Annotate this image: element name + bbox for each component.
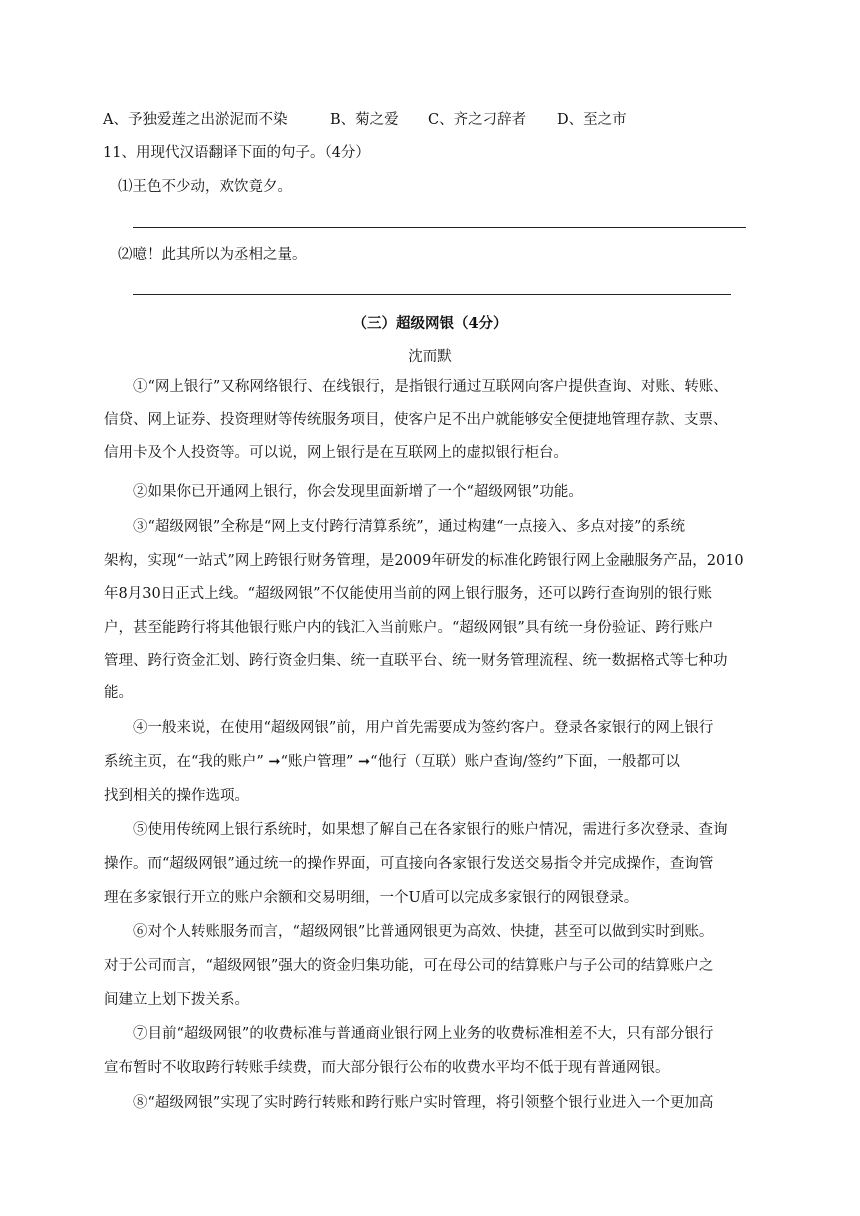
option-b: B、菊之爱: [330, 112, 399, 128]
section-title: （三）超级网银（4分）: [352, 315, 508, 332]
article-line: 信用卡及个人投资等。可以说，网上银行是在互联网上的虚拟银行柜台。: [104, 445, 568, 461]
article-line: ③“超级网银”全称是“网上支付跨行清算系统”，通过构建“一点接入、多点对接”的系统: [133, 519, 685, 535]
article-author: 沈而默: [408, 349, 452, 365]
answer-line-1: [133, 227, 746, 228]
article-line: 宣布暂时不收取跨行转账手续费，而大部分银行公布的收费水平均不低于现有普通网银。: [104, 1060, 670, 1076]
article-line: 操作。而“超级网银”通过统一的操作界面，可直接向各家银行发送交易指令并完成操作，查询管: [104, 856, 714, 872]
option-c: C、齐之刁辞者: [428, 112, 527, 128]
article-line: 找到相关的操作选项。: [104, 788, 249, 804]
article-line: 理在多家银行开立的账户余额和交易明细，一个U盾可以完成多家银行的网银登录。: [104, 890, 639, 906]
sentence-1: ⑴王色不少动，欢饮竟夕。: [118, 179, 292, 195]
article-line: ⑥对个人转账服务而言，“超级网银”比普通网银更为高效、快捷，甚至可以做到实时到账。: [133, 924, 714, 940]
article-line: ④一般来说，在使用“超级网银”前，用户首先需要成为签约客户。登录各家银行的网上银行: [133, 720, 714, 736]
article-line: ②如果你已开通网上银行，你会发现里面新增了一个“超级网银”功能。: [133, 484, 583, 500]
answer-line-2: [133, 294, 731, 295]
article-line: 系统主页，在“我的账户” ➞“账户管理” ➞“他行（互联）账户查询/签约”下面，一般都可以: [104, 754, 680, 770]
sentence-2: ⑵噫！此其所以为丞相之量。: [118, 247, 307, 263]
article-line: ⑤使用传统网上银行系统时，如果想了解自己在各家银行的账户情况，需进行多次登录、查询: [133, 822, 728, 838]
article-line: 间建立上划下拨关系。: [104, 992, 249, 1008]
article-line: ⑦目前“超级网银”的收费标准与普通商业银行网上业务的收费标准相差不大，只有部分银行: [133, 1026, 714, 1042]
article-line: 能。: [104, 685, 133, 701]
option-d: D、至之市: [557, 112, 627, 128]
question-11-stem: 11、用现代汉语翻译下面的句子。（4分）: [103, 145, 370, 161]
article-line: 架构，实现“一站式”网上跨银行财务管理，是2009年研发的标准化跨银行网上金融服务产品，2010: [104, 553, 744, 569]
article-line: 管理、跨行资金汇划、跨行资金归集、统一直联平台、统一财务管理流程、统一数据格式等七种功: [104, 653, 728, 669]
article-line: 户，甚至能跨行将其他银行账户内的钱汇入当前账户。“超级网银”具有统一身份验证、跨行账户: [104, 620, 714, 636]
article-line: 对于公司而言，“超级网银”强大的资金归集功能，可在母公司的结算账户与子公司的结算账户之: [104, 958, 714, 974]
article-line: ①“网上银行”又称网络银行、在线银行，是指银行通过互联网向客户提供查询、对账、转账、: [133, 379, 728, 395]
article-line: 信贷、网上证券、投资理财等传统服务项目，使客户足不出户就能够安全便捷地管理存款、支票、: [104, 412, 728, 428]
option-a: A、予独爱莲之出淤泥而不染: [103, 112, 288, 128]
article-line: 年8月30日正式上线。“超级网银”不仅能使用当前的网上银行服务，还可以跨行查询别的银行账: [104, 586, 712, 602]
article-line: ⑧“超级网银”实现了实时跨行转账和跨行账户实时管理，将引领整个银行业进入一个更加高: [133, 1095, 714, 1111]
